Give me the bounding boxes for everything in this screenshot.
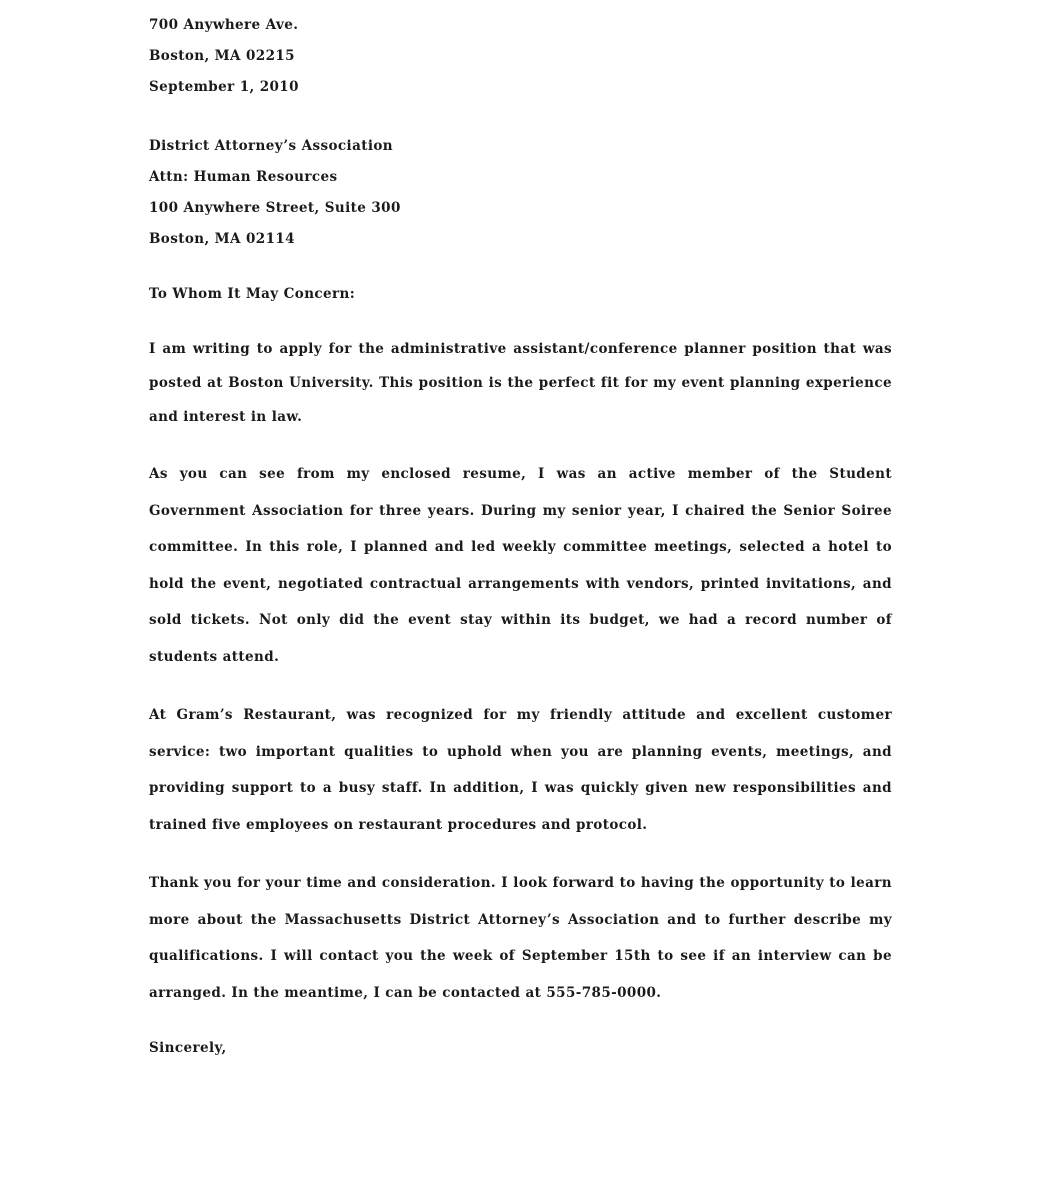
sender-street: 700 Anywhere Ave.: [149, 17, 299, 33]
recipient-attn: Attn: Human Resources: [149, 169, 338, 185]
recipient-street: 100 Anywhere Street, Suite 300: [149, 200, 401, 216]
salutation: To Whom It May Concern:: [149, 286, 356, 302]
sender-address: [149, 10, 892, 103]
body-paragraph-3: At Gram’s Restaurant, was recognized for my friendly attitude and excellent customer service: two important qualities to uphold when you are planning events, meetings, and providing support to a busy staff. In addition, I was quickly given new responsibilities and trained five employees on restaurant procedures and protocol.: [149, 707, 892, 833]
closing: Sincerely,: [149, 1040, 227, 1056]
recipient-org: District Attorney’s Association: [149, 138, 393, 154]
cover-letter: [149, 10, 892, 1064]
letter-date: September 1, 2010: [149, 79, 299, 95]
body-paragraph-4: Thank you for your time and consideration. I look forward to having the opportunity to learn more about the Massachusetts District Attorney’s Association and to further describe my qualifications. I will contact you the week of September 15th to see if an interview can be arranged. In the meantime, I can be contacted at 555-785-0000.: [149, 875, 892, 1001]
recipient-address: [149, 131, 892, 255]
body-paragraph-1: I am writing to apply for the administrative assistant/conference planner position that was posted at Boston University. This position is the perfect fit for my event planning experience and interest in law.: [149, 341, 892, 425]
recipient-city: Boston, MA 02114: [149, 231, 295, 247]
sender-city: Boston, MA 02215: [149, 48, 295, 64]
body-paragraph-2: As you can see from my enclosed resume, I was an active member of the Student Government Association for three years. During my senior year, I chaired the Senior Soiree committee. In this role, I planned and led weekly committee meetings, selected a hotel to hold the event, negotiated contractual arrangements with vendors, printed invitations, and sold tickets. Not only did the event stay within its budget, we had a record number of students attend.: [149, 466, 892, 665]
